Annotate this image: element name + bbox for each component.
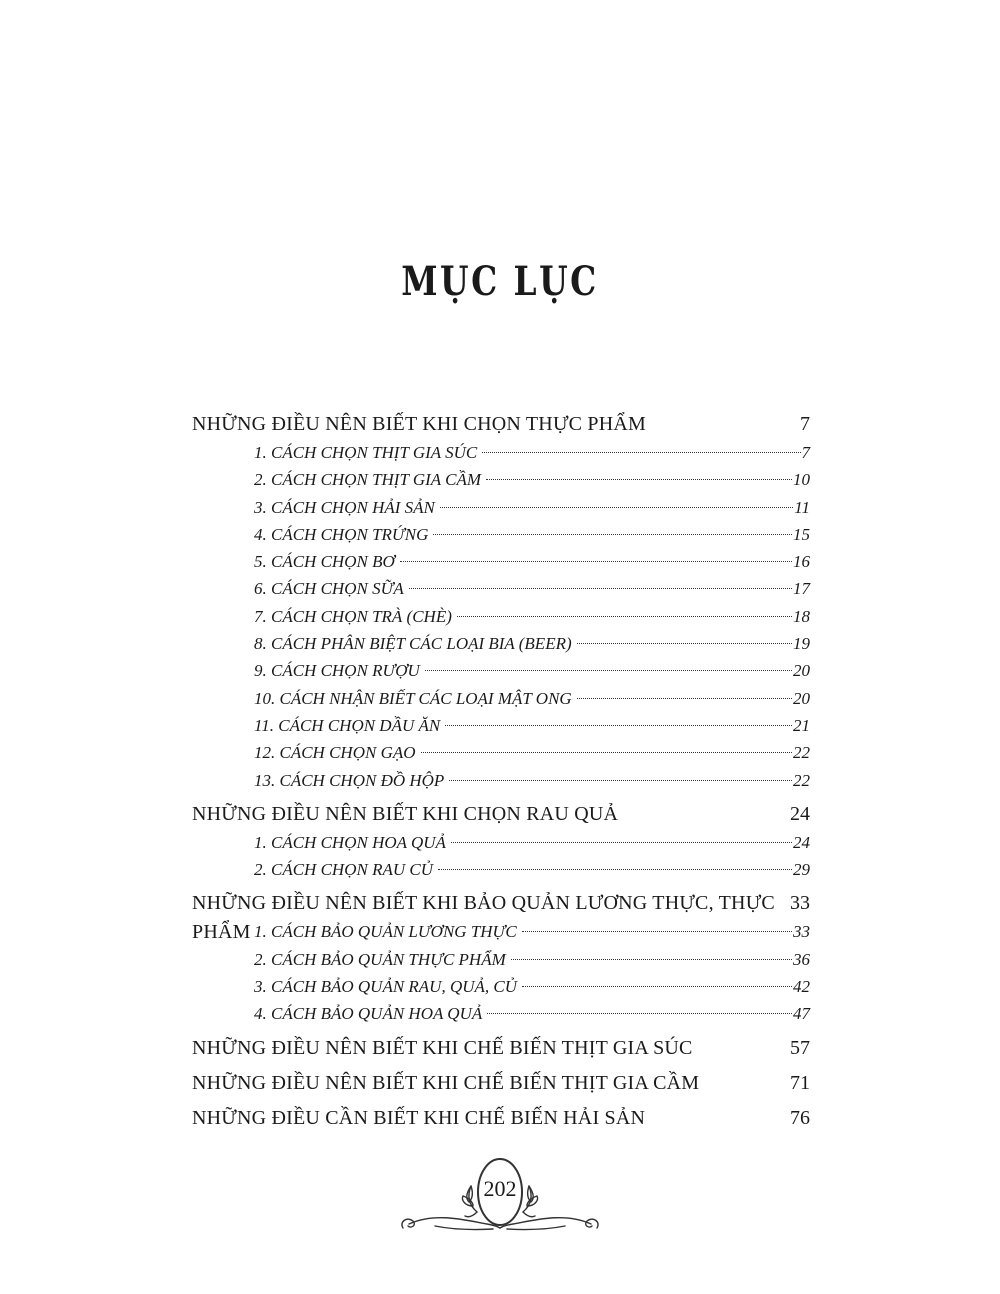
toc-entry <box>254 575 810 602</box>
toc-entry-page-number: 47 <box>793 1004 810 1024</box>
dot-leader <box>511 959 792 960</box>
toc-entry-page-number: 10 <box>793 470 810 490</box>
toc-entry <box>254 439 810 466</box>
toc-section-heading <box>192 1069 810 1098</box>
toc-section-title: NHỮNG ĐIỀU NÊN BIẾT KHI CHẾ BIẾN THỊT GIA SÚC <box>192 1036 693 1059</box>
toc-entry <box>254 685 810 712</box>
toc-entry-page-number: 15 <box>793 524 810 544</box>
toc-entry-label: 2. CÁCH CHỌN RAU CỦ <box>254 860 433 880</box>
toc-section-page-number: 33 <box>790 892 810 915</box>
toc-section-page-number: 24 <box>790 802 810 825</box>
toc-entry-page-number: 36 <box>793 949 810 969</box>
dot-leader <box>457 616 792 617</box>
toc-section-title: NHỮNG ĐIỀU NÊN BIẾT KHI BẢO QUẢN LƯƠNG THỰC, THỰC PHẨM <box>192 892 775 944</box>
toc-entry-page-number: 7 <box>801 443 810 462</box>
toc-entry <box>254 712 810 739</box>
toc-entry <box>254 973 810 1000</box>
toc-entry-page-number: 17 <box>793 579 810 599</box>
dot-leader <box>421 752 792 753</box>
dot-leader <box>400 561 792 562</box>
toc-section-title: NHỮNG ĐIỀU NÊN BIẾT KHI CHỌN THỰC PHẨM <box>192 413 646 435</box>
dot-leader <box>438 869 792 870</box>
page-number: 202 <box>483 1176 517 1201</box>
dot-leader <box>409 588 792 589</box>
toc-section <box>192 1069 810 1098</box>
toc-entry-label: 8. CÁCH PHÂN BIỆT CÁC LOẠI BIA (BEER) <box>254 634 572 654</box>
table-of-contents <box>192 410 810 1139</box>
dot-leader <box>449 780 792 781</box>
toc-entry <box>254 548 810 575</box>
dot-leader <box>445 725 792 726</box>
toc-entry-label: 7. CÁCH CHỌN TRÀ (CHÈ) <box>254 606 452 626</box>
toc-entry-label: 4. CÁCH BẢO QUẢN HOA QUẢ <box>254 1004 483 1024</box>
toc-section-page-number: 76 <box>790 1106 810 1129</box>
toc-section <box>192 889 810 1027</box>
toc-section-heading <box>192 800 810 829</box>
toc-entry-label: 11. CÁCH CHỌN DẦU ĂN <box>254 715 441 735</box>
toc-entry-label: 4. CÁCH CHỌN TRỨNG <box>254 524 429 544</box>
toc-section-page-number: 57 <box>790 1036 810 1059</box>
toc-entry-page-number: 16 <box>793 552 810 572</box>
toc-section <box>192 800 810 884</box>
toc-section-title: NHỮNG ĐIỀU NÊN BIẾT KHI CHỌN RAU QUẢ <box>192 802 619 825</box>
toc-entry-label: 13. CÁCH CHỌN ĐỒ HỘP <box>254 770 445 790</box>
dot-leader <box>433 534 792 535</box>
toc-section-heading <box>192 410 810 439</box>
toc-entry <box>254 603 810 630</box>
toc-section-heading <box>192 1034 810 1063</box>
toc-entry <box>254 856 810 883</box>
toc-entry-label: 2. CÁCH CHỌN THỊT GIA CẦM <box>254 470 482 490</box>
toc-entry <box>254 466 810 493</box>
dot-leader <box>440 507 793 508</box>
toc-entry-page-number: 21 <box>793 715 810 735</box>
dot-leader <box>577 698 792 699</box>
dot-leader <box>451 842 792 843</box>
toc-entry <box>254 829 810 856</box>
dot-leader <box>522 986 792 987</box>
dot-leader <box>522 931 792 932</box>
toc-entry-page-number: 20 <box>793 688 810 708</box>
toc-entry <box>254 630 810 657</box>
dot-leader <box>486 479 792 480</box>
toc-entry <box>254 521 810 548</box>
toc-entry <box>254 657 810 684</box>
toc-section-page-number: 7 <box>800 413 810 435</box>
toc-section-title: NHỮNG ĐIỀU NÊN BIẾT KHI CHẾ BIẾN THỊT GIA CẦM <box>192 1071 700 1094</box>
toc-entry-label: 1. CÁCH CHỌN HOA QUẢ <box>254 832 446 852</box>
toc-entry-page-number: 42 <box>793 977 810 997</box>
toc-entry-label: 1. CÁCH BẢO QUẢN LƯƠNG THỰC <box>254 922 517 942</box>
toc-section <box>192 410 810 794</box>
toc-entry-page-number: 22 <box>793 743 810 763</box>
toc-entry-label: 10. CÁCH NHẬN BIẾT CÁC LOẠI MẬT ONG <box>254 688 572 708</box>
toc-section <box>192 1104 810 1133</box>
page-title: MỤC LỤC <box>401 258 599 305</box>
page-footer-ornament <box>395 1150 605 1240</box>
toc-entry-page-number: 24 <box>793 832 810 852</box>
toc-entry <box>254 739 810 766</box>
toc-entry-label: 3. CÁCH BẢO QUẢN RAU, QUẢ, CỦ <box>254 977 518 997</box>
toc-entry <box>254 1000 810 1027</box>
toc-entry-label: 1. CÁCH CHỌN THỊT GIA SÚC <box>254 443 478 462</box>
toc-section <box>192 1034 810 1063</box>
toc-entry-label: 9. CÁCH CHỌN RƯỢU <box>254 661 420 681</box>
toc-entry-label: 5. CÁCH CHỌN BƠ <box>254 552 395 572</box>
toc-entry-page-number: 11 <box>794 497 810 517</box>
toc-entry <box>254 494 810 521</box>
toc-entry-label: 12. CÁCH CHỌN GẠO <box>254 743 416 763</box>
toc-entry-label: 3. CÁCH CHỌN HẢI SẢN <box>254 497 435 517</box>
toc-entry-label: 2. CÁCH BẢO QUẢN THỰC PHẨM <box>254 949 506 969</box>
toc-entry-page-number: 33 <box>793 922 810 942</box>
toc-section-title: NHỮNG ĐIỀU CẦN BIẾT KHI CHẾ BIẾN HẢI SẢN <box>192 1106 646 1129</box>
toc-entry <box>254 946 810 973</box>
dot-leader <box>482 452 800 453</box>
toc-section-page-number: 71 <box>790 1071 810 1094</box>
toc-entry-label: 6. CÁCH CHỌN SỮA <box>254 579 404 599</box>
dot-leader <box>487 1013 792 1014</box>
toc-entry-page-number: 20 <box>793 661 810 681</box>
toc-entry-page-number: 18 <box>793 606 810 626</box>
toc-entry-page-number: 29 <box>793 860 810 880</box>
dot-leader <box>577 643 792 644</box>
toc-entry <box>254 767 810 794</box>
toc-section-heading <box>192 1104 810 1133</box>
toc-entry-page-number: 22 <box>793 770 810 790</box>
toc-entry-page-number: 19 <box>793 634 810 654</box>
dot-leader <box>425 670 792 671</box>
